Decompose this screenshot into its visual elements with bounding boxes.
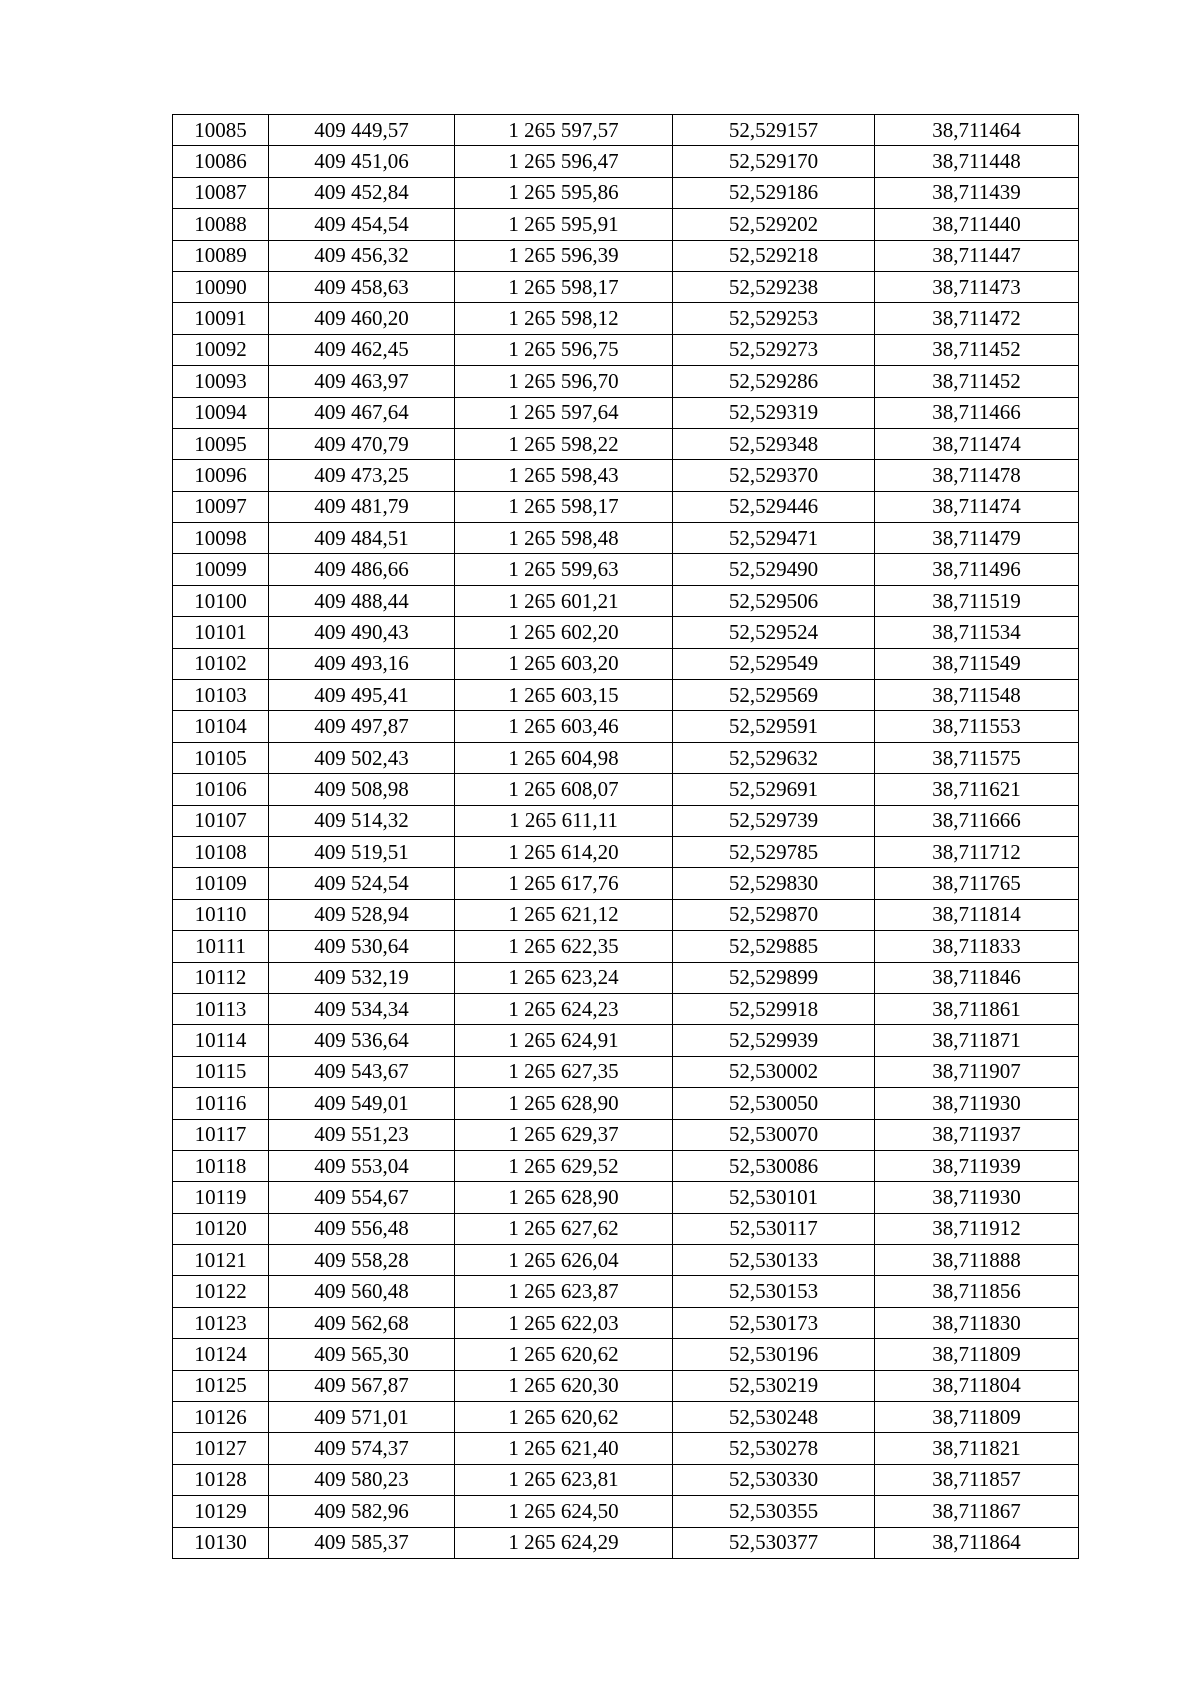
- table-row: [173, 1496, 1079, 1527]
- longitude-cell: 38,711474: [875, 491, 1079, 522]
- latitude-cell: 52,529549: [673, 648, 875, 679]
- longitude-cell: 38,711478: [875, 460, 1079, 491]
- table-row: [173, 1213, 1079, 1244]
- point-number-cell: 10105: [173, 742, 269, 773]
- y-coordinate-cell: 1 265 614,20: [455, 836, 673, 867]
- latitude-cell: 52,530101: [673, 1182, 875, 1213]
- table-row: [173, 209, 1079, 240]
- y-coordinate-cell: 1 265 623,24: [455, 962, 673, 993]
- y-coordinate-cell: 1 265 624,23: [455, 993, 673, 1024]
- y-coordinate-cell: 1 265 624,91: [455, 1025, 673, 1056]
- table-row: [173, 836, 1079, 867]
- y-coordinate-cell: 1 265 598,17: [455, 491, 673, 522]
- latitude-cell: 52,529490: [673, 554, 875, 585]
- table-row: [173, 554, 1079, 585]
- point-number-cell: 10121: [173, 1245, 269, 1276]
- x-coordinate-cell: 409 460,20: [269, 303, 455, 334]
- y-coordinate-cell: 1 265 596,70: [455, 366, 673, 397]
- point-number-cell: 10088: [173, 209, 269, 240]
- x-coordinate-cell: 409 514,32: [269, 805, 455, 836]
- longitude-cell: 38,711888: [875, 1245, 1079, 1276]
- x-coordinate-cell: 409 565,30: [269, 1339, 455, 1370]
- table-row: [173, 366, 1079, 397]
- x-coordinate-cell: 409 556,48: [269, 1213, 455, 1244]
- point-number-cell: 10127: [173, 1433, 269, 1464]
- x-coordinate-cell: 409 462,45: [269, 334, 455, 365]
- point-number-cell: 10124: [173, 1339, 269, 1370]
- latitude-cell: 52,529506: [673, 585, 875, 616]
- y-coordinate-cell: 1 265 598,22: [455, 428, 673, 459]
- longitude-cell: 38,711439: [875, 177, 1079, 208]
- x-coordinate-cell: 409 488,44: [269, 585, 455, 616]
- longitude-cell: 38,711534: [875, 617, 1079, 648]
- x-coordinate-cell: 409 495,41: [269, 680, 455, 711]
- point-number-cell: 10122: [173, 1276, 269, 1307]
- point-number-cell: 10092: [173, 334, 269, 365]
- x-coordinate-cell: 409 554,67: [269, 1182, 455, 1213]
- latitude-cell: 52,529918: [673, 993, 875, 1024]
- latitude-cell: 52,530377: [673, 1527, 875, 1558]
- latitude-cell: 52,529471: [673, 523, 875, 554]
- table-row: [173, 585, 1079, 616]
- table-row: [173, 1119, 1079, 1150]
- y-coordinate-cell: 1 265 603,46: [455, 711, 673, 742]
- x-coordinate-cell: 409 473,25: [269, 460, 455, 491]
- x-coordinate-cell: 409 543,67: [269, 1056, 455, 1087]
- point-number-cell: 10114: [173, 1025, 269, 1056]
- table-row: [173, 115, 1079, 146]
- coordinates-table: [172, 114, 1079, 1559]
- point-number-cell: 10096: [173, 460, 269, 491]
- y-coordinate-cell: 1 265 620,30: [455, 1370, 673, 1401]
- y-coordinate-cell: 1 265 603,15: [455, 680, 673, 711]
- y-coordinate-cell: 1 265 624,29: [455, 1527, 673, 1558]
- y-coordinate-cell: 1 265 620,62: [455, 1339, 673, 1370]
- point-number-cell: 10128: [173, 1464, 269, 1495]
- longitude-cell: 38,711452: [875, 334, 1079, 365]
- point-number-cell: 10108: [173, 836, 269, 867]
- coordinates-table-body: [173, 115, 1079, 1559]
- longitude-cell: 38,711861: [875, 993, 1079, 1024]
- y-coordinate-cell: 1 265 627,35: [455, 1056, 673, 1087]
- latitude-cell: 52,529691: [673, 774, 875, 805]
- y-coordinate-cell: 1 265 595,86: [455, 177, 673, 208]
- table-row: [173, 334, 1079, 365]
- longitude-cell: 38,711473: [875, 271, 1079, 302]
- longitude-cell: 38,711466: [875, 397, 1079, 428]
- table-row: [173, 303, 1079, 334]
- x-coordinate-cell: 409 534,34: [269, 993, 455, 1024]
- table-row: [173, 931, 1079, 962]
- latitude-cell: 52,530355: [673, 1496, 875, 1527]
- x-coordinate-cell: 409 490,43: [269, 617, 455, 648]
- point-number-cell: 10125: [173, 1370, 269, 1401]
- y-coordinate-cell: 1 265 622,35: [455, 931, 673, 962]
- x-coordinate-cell: 409 502,43: [269, 742, 455, 773]
- latitude-cell: 52,529319: [673, 397, 875, 428]
- longitude-cell: 38,711666: [875, 805, 1079, 836]
- point-number-cell: 10085: [173, 115, 269, 146]
- longitude-cell: 38,711809: [875, 1402, 1079, 1433]
- table-row: [173, 146, 1079, 177]
- latitude-cell: 52,529218: [673, 240, 875, 271]
- x-coordinate-cell: 409 551,23: [269, 1119, 455, 1150]
- latitude-cell: 52,529286: [673, 366, 875, 397]
- latitude-cell: 52,529785: [673, 836, 875, 867]
- x-coordinate-cell: 409 571,01: [269, 1402, 455, 1433]
- longitude-cell: 38,711833: [875, 931, 1079, 962]
- latitude-cell: 52,529348: [673, 428, 875, 459]
- longitude-cell: 38,711448: [875, 146, 1079, 177]
- table-row: [173, 1276, 1079, 1307]
- table-row: [173, 868, 1079, 899]
- y-coordinate-cell: 1 265 596,39: [455, 240, 673, 271]
- longitude-cell: 38,711464: [875, 115, 1079, 146]
- x-coordinate-cell: 409 451,06: [269, 146, 455, 177]
- y-coordinate-cell: 1 265 598,17: [455, 271, 673, 302]
- table-row: [173, 805, 1079, 836]
- y-coordinate-cell: 1 265 629,52: [455, 1150, 673, 1181]
- point-number-cell: 10126: [173, 1402, 269, 1433]
- x-coordinate-cell: 409 452,84: [269, 177, 455, 208]
- longitude-cell: 38,711830: [875, 1307, 1079, 1338]
- point-number-cell: 10094: [173, 397, 269, 428]
- x-coordinate-cell: 409 454,54: [269, 209, 455, 240]
- longitude-cell: 38,711809: [875, 1339, 1079, 1370]
- y-coordinate-cell: 1 265 623,87: [455, 1276, 673, 1307]
- x-coordinate-cell: 409 532,19: [269, 962, 455, 993]
- table-row: [173, 523, 1079, 554]
- longitude-cell: 38,711857: [875, 1464, 1079, 1495]
- longitude-cell: 38,711930: [875, 1088, 1079, 1119]
- point-number-cell: 10107: [173, 805, 269, 836]
- point-number-cell: 10123: [173, 1307, 269, 1338]
- table-row: [173, 1025, 1079, 1056]
- longitude-cell: 38,711814: [875, 899, 1079, 930]
- table-row: [173, 1464, 1079, 1495]
- latitude-cell: 52,529186: [673, 177, 875, 208]
- y-coordinate-cell: 1 265 596,75: [455, 334, 673, 365]
- point-number-cell: 10101: [173, 617, 269, 648]
- longitude-cell: 38,711821: [875, 1433, 1079, 1464]
- y-coordinate-cell: 1 265 597,57: [455, 115, 673, 146]
- latitude-cell: 52,530278: [673, 1433, 875, 1464]
- latitude-cell: 52,529202: [673, 209, 875, 240]
- latitude-cell: 52,529569: [673, 680, 875, 711]
- y-coordinate-cell: 1 265 624,50: [455, 1496, 673, 1527]
- x-coordinate-cell: 409 486,66: [269, 554, 455, 585]
- latitude-cell: 52,530050: [673, 1088, 875, 1119]
- longitude-cell: 38,711846: [875, 962, 1079, 993]
- y-coordinate-cell: 1 265 621,12: [455, 899, 673, 930]
- table-row: [173, 617, 1079, 648]
- table-row: [173, 993, 1079, 1024]
- x-coordinate-cell: 409 456,32: [269, 240, 455, 271]
- x-coordinate-cell: 409 458,63: [269, 271, 455, 302]
- y-coordinate-cell: 1 265 604,98: [455, 742, 673, 773]
- table-row: [173, 1402, 1079, 1433]
- table-row: [173, 1182, 1079, 1213]
- latitude-cell: 52,529238: [673, 271, 875, 302]
- latitude-cell: 52,530248: [673, 1402, 875, 1433]
- y-coordinate-cell: 1 265 628,90: [455, 1088, 673, 1119]
- table-row: [173, 428, 1079, 459]
- x-coordinate-cell: 409 508,98: [269, 774, 455, 805]
- latitude-cell: 52,530117: [673, 1213, 875, 1244]
- x-coordinate-cell: 409 580,23: [269, 1464, 455, 1495]
- point-number-cell: 10112: [173, 962, 269, 993]
- point-number-cell: 10103: [173, 680, 269, 711]
- table-row: [173, 1307, 1079, 1338]
- y-coordinate-cell: 1 265 611,11: [455, 805, 673, 836]
- y-coordinate-cell: 1 265 626,04: [455, 1245, 673, 1276]
- latitude-cell: 52,529939: [673, 1025, 875, 1056]
- table-row: [173, 1433, 1079, 1464]
- point-number-cell: 10119: [173, 1182, 269, 1213]
- latitude-cell: 52,530219: [673, 1370, 875, 1401]
- x-coordinate-cell: 409 493,16: [269, 648, 455, 679]
- x-coordinate-cell: 409 481,79: [269, 491, 455, 522]
- x-coordinate-cell: 409 558,28: [269, 1245, 455, 1276]
- x-coordinate-cell: 409 467,64: [269, 397, 455, 428]
- x-coordinate-cell: 409 528,94: [269, 899, 455, 930]
- y-coordinate-cell: 1 265 598,48: [455, 523, 673, 554]
- y-coordinate-cell: 1 265 599,63: [455, 554, 673, 585]
- latitude-cell: 52,529830: [673, 868, 875, 899]
- point-number-cell: 10099: [173, 554, 269, 585]
- table-row: [173, 648, 1079, 679]
- y-coordinate-cell: 1 265 601,21: [455, 585, 673, 616]
- y-coordinate-cell: 1 265 595,91: [455, 209, 673, 240]
- point-number-cell: 10087: [173, 177, 269, 208]
- latitude-cell: 52,530330: [673, 1464, 875, 1495]
- x-coordinate-cell: 409 470,79: [269, 428, 455, 459]
- longitude-cell: 38,711912: [875, 1213, 1079, 1244]
- latitude-cell: 52,530002: [673, 1056, 875, 1087]
- table-row: [173, 711, 1079, 742]
- point-number-cell: 10102: [173, 648, 269, 679]
- latitude-cell: 52,529370: [673, 460, 875, 491]
- latitude-cell: 52,529273: [673, 334, 875, 365]
- latitude-cell: 52,529170: [673, 146, 875, 177]
- point-number-cell: 10129: [173, 1496, 269, 1527]
- point-number-cell: 10120: [173, 1213, 269, 1244]
- latitude-cell: 52,529885: [673, 931, 875, 962]
- x-coordinate-cell: 409 449,57: [269, 115, 455, 146]
- latitude-cell: 52,530086: [673, 1150, 875, 1181]
- longitude-cell: 38,711930: [875, 1182, 1079, 1213]
- longitude-cell: 38,711907: [875, 1056, 1079, 1087]
- y-coordinate-cell: 1 265 598,43: [455, 460, 673, 491]
- latitude-cell: 52,530173: [673, 1307, 875, 1338]
- y-coordinate-cell: 1 265 621,40: [455, 1433, 673, 1464]
- longitude-cell: 38,711575: [875, 742, 1079, 773]
- latitude-cell: 52,529157: [673, 115, 875, 146]
- y-coordinate-cell: 1 265 617,76: [455, 868, 673, 899]
- point-number-cell: 10095: [173, 428, 269, 459]
- latitude-cell: 52,529253: [673, 303, 875, 334]
- longitude-cell: 38,711871: [875, 1025, 1079, 1056]
- table-row: [173, 899, 1079, 930]
- longitude-cell: 38,711864: [875, 1527, 1079, 1558]
- point-number-cell: 10111: [173, 931, 269, 962]
- latitude-cell: 52,530070: [673, 1119, 875, 1150]
- longitude-cell: 38,711712: [875, 836, 1079, 867]
- point-number-cell: 10115: [173, 1056, 269, 1087]
- table-row: [173, 397, 1079, 428]
- point-number-cell: 10113: [173, 993, 269, 1024]
- table-row: [173, 240, 1079, 271]
- y-coordinate-cell: 1 265 596,47: [455, 146, 673, 177]
- y-coordinate-cell: 1 265 623,81: [455, 1464, 673, 1495]
- latitude-cell: 52,529524: [673, 617, 875, 648]
- longitude-cell: 38,711939: [875, 1150, 1079, 1181]
- point-number-cell: 10118: [173, 1150, 269, 1181]
- table-row: [173, 1056, 1079, 1087]
- x-coordinate-cell: 409 560,48: [269, 1276, 455, 1307]
- table-row: [173, 177, 1079, 208]
- point-number-cell: 10098: [173, 523, 269, 554]
- latitude-cell: 52,529446: [673, 491, 875, 522]
- x-coordinate-cell: 409 524,54: [269, 868, 455, 899]
- table-row: [173, 1339, 1079, 1370]
- longitude-cell: 38,711867: [875, 1496, 1079, 1527]
- longitude-cell: 38,711519: [875, 585, 1079, 616]
- longitude-cell: 38,711549: [875, 648, 1079, 679]
- table-row: [173, 1088, 1079, 1119]
- table-row: [173, 962, 1079, 993]
- table-row: [173, 491, 1079, 522]
- longitude-cell: 38,711804: [875, 1370, 1079, 1401]
- table-row: [173, 1370, 1079, 1401]
- point-number-cell: 10093: [173, 366, 269, 397]
- point-number-cell: 10106: [173, 774, 269, 805]
- longitude-cell: 38,711440: [875, 209, 1079, 240]
- table-row: [173, 1245, 1079, 1276]
- latitude-cell: 52,529739: [673, 805, 875, 836]
- longitude-cell: 38,711937: [875, 1119, 1079, 1150]
- y-coordinate-cell: 1 265 627,62: [455, 1213, 673, 1244]
- x-coordinate-cell: 409 582,96: [269, 1496, 455, 1527]
- x-coordinate-cell: 409 567,87: [269, 1370, 455, 1401]
- longitude-cell: 38,711479: [875, 523, 1079, 554]
- longitude-cell: 38,711548: [875, 680, 1079, 711]
- latitude-cell: 52,529632: [673, 742, 875, 773]
- latitude-cell: 52,530133: [673, 1245, 875, 1276]
- longitude-cell: 38,711856: [875, 1276, 1079, 1307]
- longitude-cell: 38,711472: [875, 303, 1079, 334]
- x-coordinate-cell: 409 484,51: [269, 523, 455, 554]
- longitude-cell: 38,711553: [875, 711, 1079, 742]
- point-number-cell: 10091: [173, 303, 269, 334]
- table-row: [173, 1150, 1079, 1181]
- table-row: [173, 460, 1079, 491]
- longitude-cell: 38,711447: [875, 240, 1079, 271]
- point-number-cell: 10089: [173, 240, 269, 271]
- latitude-cell: 52,530196: [673, 1339, 875, 1370]
- y-coordinate-cell: 1 265 622,03: [455, 1307, 673, 1338]
- point-number-cell: 10104: [173, 711, 269, 742]
- x-coordinate-cell: 409 463,97: [269, 366, 455, 397]
- x-coordinate-cell: 409 585,37: [269, 1527, 455, 1558]
- longitude-cell: 38,711765: [875, 868, 1079, 899]
- table-row: [173, 271, 1079, 302]
- point-number-cell: 10097: [173, 491, 269, 522]
- point-number-cell: 10100: [173, 585, 269, 616]
- latitude-cell: 52,530153: [673, 1276, 875, 1307]
- point-number-cell: 10116: [173, 1088, 269, 1119]
- y-coordinate-cell: 1 265 620,62: [455, 1402, 673, 1433]
- y-coordinate-cell: 1 265 602,20: [455, 617, 673, 648]
- x-coordinate-cell: 409 562,68: [269, 1307, 455, 1338]
- point-number-cell: 10117: [173, 1119, 269, 1150]
- longitude-cell: 38,711621: [875, 774, 1079, 805]
- y-coordinate-cell: 1 265 608,07: [455, 774, 673, 805]
- x-coordinate-cell: 409 549,01: [269, 1088, 455, 1119]
- table-row: [173, 774, 1079, 805]
- x-coordinate-cell: 409 497,87: [269, 711, 455, 742]
- longitude-cell: 38,711496: [875, 554, 1079, 585]
- x-coordinate-cell: 409 530,64: [269, 931, 455, 962]
- y-coordinate-cell: 1 265 628,90: [455, 1182, 673, 1213]
- table-row: [173, 742, 1079, 773]
- x-coordinate-cell: 409 553,04: [269, 1150, 455, 1181]
- table-row: [173, 680, 1079, 711]
- x-coordinate-cell: 409 574,37: [269, 1433, 455, 1464]
- latitude-cell: 52,529899: [673, 962, 875, 993]
- table-row: [173, 1527, 1079, 1558]
- point-number-cell: 10109: [173, 868, 269, 899]
- latitude-cell: 52,529591: [673, 711, 875, 742]
- point-number-cell: 10130: [173, 1527, 269, 1558]
- point-number-cell: 10110: [173, 899, 269, 930]
- x-coordinate-cell: 409 536,64: [269, 1025, 455, 1056]
- y-coordinate-cell: 1 265 598,12: [455, 303, 673, 334]
- y-coordinate-cell: 1 265 597,64: [455, 397, 673, 428]
- latitude-cell: 52,529870: [673, 899, 875, 930]
- y-coordinate-cell: 1 265 603,20: [455, 648, 673, 679]
- y-coordinate-cell: 1 265 629,37: [455, 1119, 673, 1150]
- longitude-cell: 38,711452: [875, 366, 1079, 397]
- point-number-cell: 10086: [173, 146, 269, 177]
- x-coordinate-cell: 409 519,51: [269, 836, 455, 867]
- point-number-cell: 10090: [173, 271, 269, 302]
- longitude-cell: 38,711474: [875, 428, 1079, 459]
